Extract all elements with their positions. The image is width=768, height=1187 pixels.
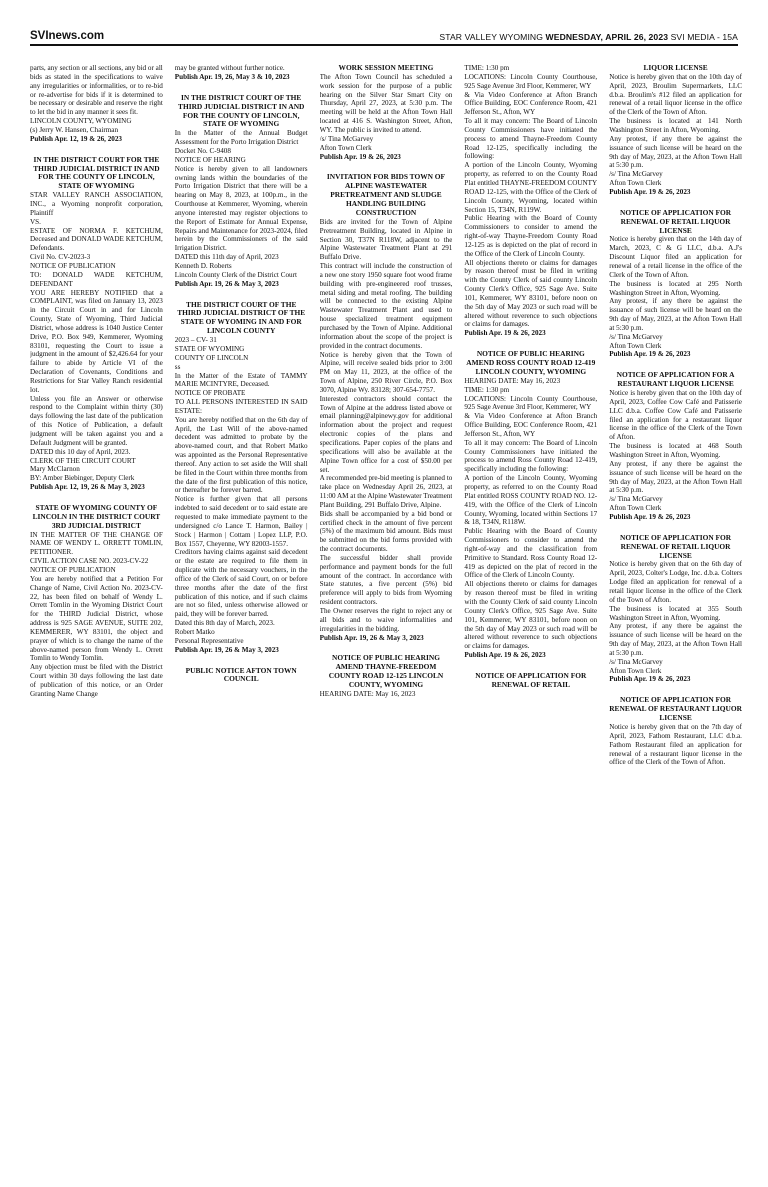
legal-notices-columns bbox=[30, 64, 742, 1174]
notice-heading: NOTICE OF PUBLIC HEARING AMEND ROSS COUNTY ROAD 12-419 LINCOLN COUNTY, WYOMING bbox=[466, 349, 596, 376]
notice-text: Notice is hereby given that on the 14th day of March, 2023, C & G LLC, d.b.a. A.J's Discount Liquor filed an application for renewal of a retail license in the office of the Clerk of the Town of Afton. bbox=[609, 235, 742, 279]
notice-text: Interested contractors should contact the Town of Alpine at the address listed above or email planning@alpinewy.gov for additional information about the project and request electronic copies of the plans and specifications. Paper copies of the plans and specifications will also be available at the Alpine Town office for a cost of $50.00 per set. bbox=[319, 394, 453, 474]
notice-heading: PUBLIC NOTICE AFTON TOWN COUNCIL bbox=[185, 665, 297, 684]
notice-text: NOTICE OF PUBLICATION bbox=[30, 566, 116, 574]
notice-text: Afton Town Clerk bbox=[609, 666, 662, 675]
notice-text: Public Hearing with the Board of County Commissioners to consider to amend the right-of-way Thayne-Freedom County Road 12-125 as is depicted on the plat of record in the Office of the Clerk of Lincoln County. bbox=[464, 214, 598, 258]
notice-text: The business is located at 295 North Washington Street in Afton, Wyoming. bbox=[609, 279, 742, 297]
notice-text: HEARING DATE: May 16, 2023 bbox=[464, 376, 561, 385]
notice-text: Notice is hereby given to all landowners owning lands within the boundaries of the Porto Irrigation District that there will be a hearing on May 8, 2023, at 100p.m., in the Courthouse at Kemmerer, Wyoming, wherein anyone interested may register objections to the Report of Estimate for Annual Expense, Repairs and Maintenance for 2023-2024, filed herein by the Commissioners of the said Irrigation District. bbox=[174, 164, 308, 253]
publish-dates: Publish Apr. 19, 26 & May 3, 2023 bbox=[174, 645, 279, 654]
notice-text: Bids are invited for the Town of Alpine Pretreatment Building, located in Alpine in Section 30, T37N R118W, adjacent to the Alpine Wastewater Treatment Plant at 291 Buffalo Drive. bbox=[319, 217, 453, 262]
notice-text: Afton Town Clerk bbox=[609, 504, 662, 513]
notice-heading: THE DISTRICT COURT OF THE THIRD JUDICIAL DISTRICT OF THE STATE OF WYOMING IN AND FOR LINCOLN COUNTY bbox=[177, 299, 306, 336]
notice-text: The business is located at 141 North Washington Street in Afton, Wyoming. bbox=[609, 117, 742, 134]
notice-text: In the Matter of the Annual Budget Assessment for the Porto Irrigation District bbox=[174, 129, 308, 147]
notice-text: Notice is hereby given that on the 7th day of April, 2023, Fathom Restaurant, LLC d.b.a. Fathom Restaurant filed an application for renewal of a restaurant liquor license in the office of the Clerk of the Town of Afton. bbox=[609, 722, 742, 767]
notice-heading: WORK SESSION MEETING bbox=[338, 64, 434, 72]
notice-text: may be granted without further notice. bbox=[174, 64, 285, 72]
notice-text: LOCATIONS: Lincoln County Courthouse, 925 Sage Avenue 3rd Floor, Kemmerer, WY bbox=[464, 394, 598, 412]
notice-text: The business is located at 468 South Washington Street in Afton, Wyoming. bbox=[609, 442, 742, 459]
notice-text: Robert Matko bbox=[174, 627, 215, 636]
notice-text: Afton Town Clerk bbox=[319, 143, 372, 152]
notice-heading: IN THE DISTRICT COURT OF THE THIRD JUDICIAL DISTRICT IN AND FOR THE COUNTY OF LINCOLN, STATE OF WYOMING bbox=[178, 92, 305, 129]
notice-text: TIME: 1:30 pm bbox=[464, 385, 510, 394]
notice-text: To all it may concern: The Board of Lincoln County Commissioners have initiated the process to amend Ross County Road 12-419, specifically including the following: bbox=[464, 438, 598, 474]
notice-heading: NOTICE OF APPLICATION FOR RENEWAL OF RETAIL LIQUOR LICENSE bbox=[620, 207, 732, 235]
notice-heading: NOTICE OF APPLICATION FOR RENEWAL OF RETAIL LIQUOR LICENSE bbox=[620, 532, 732, 560]
column-2 bbox=[175, 64, 308, 1174]
notice-text: /s/ Tina McGarvey bbox=[609, 657, 663, 666]
notice-text: Notice is hereby given that on the 6th day of April, 2023, Colter's Lodge, Inc. d.b.a. Colters Lodge filed an application for renewal of a retail liquor license in the office of the Clerk of the Town of Afton. bbox=[609, 560, 742, 604]
notice-heading: STATE OF WYOMING COUNTY OF LINCOLN IN THE DISTRICT COURT 3RD JUDICIAL DISTRICT bbox=[32, 502, 161, 530]
notice-text: A portion of the Lincoln County, Wyoming property, as referred to on the County Road Plat entitled ROSS COUNTY ROAD NO. 12-419, with the Office of the Clerk of Lincoln County, Wyoming, located within Sections 17 & 18, T34N, R118W. bbox=[464, 474, 598, 527]
publish-dates: Publish Apr. 19 & 26, 2023 bbox=[609, 675, 691, 684]
publish-dates: Publish Apr. 19, 26, May 3 & 10, 2023 bbox=[174, 72, 290, 81]
notice-text: Afton Town Clerk bbox=[609, 341, 662, 350]
notice-text: /s/ Tina McGarvey bbox=[609, 332, 663, 341]
notice-text: DATED this 11th day of April, 2023 bbox=[174, 253, 279, 262]
notice-text: Kenneth D. Roberts bbox=[174, 261, 232, 270]
publish-dates: Publish Apr. 19 & 26, 2023 bbox=[609, 350, 691, 359]
notice-text: Civil No. CV-2023-3 bbox=[30, 253, 91, 262]
notice-text: NOTICE OF HEARING bbox=[174, 155, 246, 164]
notice-text: 2023 – CV- 31 bbox=[174, 336, 217, 345]
notice-text: Any protest, if any there be against the issuance of such license will be heard on the 9th day of May, 2023, at the Afton Town Hall at 5:30 p.m. bbox=[609, 459, 742, 495]
notice-text: BY: Amber Biebinger, Deputy Clerk bbox=[30, 474, 135, 483]
notice-separator bbox=[175, 655, 308, 667]
notice-heading: NOTICE OF APPLICATION FOR RENEWAL OF RESTAURANT LIQUOR LICENSE bbox=[609, 695, 742, 723]
notice-text: /s/ Tina McGarvey bbox=[319, 134, 374, 143]
column-4 bbox=[464, 64, 597, 1174]
notice-text: Personal Representative bbox=[174, 636, 244, 645]
page-folio bbox=[439, 32, 738, 42]
notice-text: /s/ Tina McGarvey bbox=[609, 170, 663, 179]
notice-text: Notice is hereby given that on the 10th day of April, 2023, Coffee Cow Café and Patisserie LLC d.b.a. Coffee Cow Café and Patisserie filed an application for a restaurant liquor license in the office of the Clerk of the Town of Afton. bbox=[609, 389, 742, 442]
notice-text: Any protest, if any there be against the issuance of such license will be heard on the 9th day of May, 2023, at the Afton Town Hall at 5:30 p.m. bbox=[609, 297, 742, 332]
column-1 bbox=[30, 64, 163, 1174]
notice-text: Bids shall be accompanied by a bid bond or certified check in the amount of five percent (5%) of the maximum bid amount. Bids must be submitted on the bid forms provided with the contract documents. bbox=[319, 509, 453, 554]
notice-text: You are hereby notified that a Petition For Change of Name, Civil Action No. 2023-CV-22, has been filed on behalf of Wendy L. Orrett Tomlin in the Wyoming District Court for the THIRD Judicial District, whose address is 925 SAGE AVENUE, SUITE 202, KEMMERER, WY 83101, the object and prayer of which is to change the name of the above-named person from Wendy L. Orrett Tomlin to Wendy Tomlin. bbox=[30, 574, 163, 663]
notice-text: TO: DONALD WADE KETCHUM, DEFENDANT bbox=[30, 270, 163, 288]
notice-text: LOCATIONS: Lincoln County Courthouse, 925 Sage Avenue 3rd Floor, Kemmerer, WY bbox=[464, 72, 598, 90]
notice-separator bbox=[609, 522, 742, 534]
notice-heading: NOTICE OF PUBLIC HEARING AMEND THAYNE-FREEDOM COUNTY ROAD 12-125 LINCOLN COUNTY, WYOMING bbox=[328, 653, 444, 690]
notice-text: (s) Jerry W. Hansen, Chairman bbox=[30, 125, 119, 134]
notice-text: Mary McClarnon bbox=[30, 465, 80, 474]
notice-text: Unless you file an Answer or otherwise respond to the Complaint within thirty (30) days following the last date of the publication of this Notice of Publication, a default judgment will be taken against you and a Default Judgment will be granted. bbox=[30, 394, 163, 447]
notice-text: A portion of the Lincoln County, Wyoming property, as referred to on the County Road Plat entitled THAYNE-FREEDOM COUNTY ROAD 12-125, with the Office of the Clerk of Lincoln County, Wyoming, located within Section 15, T34N, R119W. bbox=[464, 161, 598, 214]
notice-text: All objections thereto or claims for damages by reason thereof must be filed in writing with the County Clerk of said county Lincoln County Clerk's Office, 925 Sage Ave. Suite 101, Kemmerer, WY 83101, before noon on the 5th day of May 2023 or such road will be altered without reverence to such objections or claims for damages. bbox=[464, 258, 598, 329]
notice-text: CIVIL ACTION CASE NO. 2023-CV-22 bbox=[30, 557, 149, 566]
notice-text: TIME: 1:30 pm bbox=[464, 64, 510, 72]
notice-text: /s/ Tina McGarvey bbox=[609, 495, 663, 504]
notice-text: & Via Video Conference at Afton Branch Office Building, EOC Conference Room, 421 Jefferson St., Afton, WY bbox=[464, 90, 598, 117]
publish-dates: Publish Apr. 19, 26 & May 3, 2023 bbox=[174, 279, 279, 288]
notice-text: Notice is further given that all persons indebted to said decedent or to said estate are requested to make immediate payment to the undersigned c/o Lance T. Harmon, Bailey | Stock | Harmon | Cottam | Lopez LLP, P.O. Box 1557, Cheyenne, WY 82003-1557. bbox=[174, 495, 308, 548]
notice-separator bbox=[175, 82, 308, 94]
notice-text: NOTICE OF PUBLICATION bbox=[30, 261, 116, 270]
notice-text: COUNTY OF LINCOLN bbox=[174, 353, 249, 362]
notice-text: parts, any section or all sections, any bid or all bids as stated in the specifications to waive any irregularities or informalities, or to re-bid or re-advertise for bids if it is determined to be necessary or desirable and reserve the right to let the bid in any manner it sees fit. bbox=[30, 64, 163, 117]
publish-dates: Publish Apr. 19 & 26, 2023 bbox=[464, 651, 546, 660]
notice-separator bbox=[175, 289, 308, 301]
notice-text: YOU ARE HEREBY NOTIFIED that a COMPLAINT, was filed on January 13, 2023 in the Circuit Court in and for Lincoln County, State of Wyoming, Third Judicial District, whose address is 1040 Justice Center Drive, P.O. Box 949, Kemmerer, Wyoming 83101, requesting the Court to issue a judgment in the amount of $2,426.64 for your failure to abide by Article VI of the Declaration of Covenants, Conditions and Restrictions for Star Valley Ranch residential lot. bbox=[30, 288, 163, 394]
notice-text: STAR VALLEY RANCH ASSOCIATION, INC., a Wyoming nonprofit corporation, Plaintiff bbox=[30, 191, 163, 217]
notice-text: ESTATE OF NORMA F. KETCHUM, Deceased and DONALD WADE KETCHUM, Defendants. bbox=[30, 226, 163, 253]
notice-separator bbox=[609, 197, 742, 209]
notice-heading: LIQUOR LICENSE bbox=[643, 64, 708, 72]
notice-text: Notice is hereby given that the Town of Alpine, will receive sealed bids prior to 3:00 PM on May 11, 2023, at the office of the Town of Alpine, 250 River Circle, P.O. Box 3070, Alpine Wy. 83128; 307-654-7757. bbox=[319, 350, 453, 394]
notice-text: Any protest, if any there be against the issuance of such license will be heard on the 9th day of May, 2023, at the Afton Town Hall at 5:30 p.m. bbox=[609, 622, 742, 657]
notice-text: You are hereby notified that on the 6th day of April, the Last Will of the above-named decedent was admitted to probate by the above-named court, and that Robert Matko was appointed as the Personal Representative thereof. Any action to set aside the Will shall be filed in the Court within three months from the date of the first publication of this notice, or thereafter be forever barred. bbox=[174, 415, 308, 495]
folio-page: SVI MEDIA - 15A bbox=[670, 32, 738, 42]
notice-text: ss bbox=[174, 362, 181, 371]
notice-text: TO ALL PERSONS INTERESTED IN SAID ESTATE: bbox=[174, 398, 308, 415]
publish-dates: Publish Apr. 19 & 26, 2023 bbox=[464, 329, 546, 338]
notice-text: Dated this 8th day of March, 2023. bbox=[174, 619, 275, 628]
publish-dates: Publish Apr. 19 & 26, 2023 bbox=[319, 152, 401, 161]
notice-text: A recommended pre-bid meeting is planned to take place on Wednesday April 26, 2023, at 11:00 AM at the Alpine Wastewater Treatment Plant Building, 291 Buffalo Drive, Alpine. bbox=[319, 474, 453, 509]
notice-text: Lincoln County Clerk of the District Court bbox=[174, 270, 297, 279]
notice-heading: INVITATION FOR BIDS TOWN OF ALPINE WASTEWATER PRETREATMENT AND SLUDGE HANDLING BUILDING CONSTRUCTION bbox=[326, 172, 446, 217]
notice-text: Notice is hereby given that on the 10th day of April, 2023, Broulim Supermarkets, LLC d.b.a. Broulim's #12 filed an application for renewal of a retail liquor license in the office of the Clerk of the Town of Afton. bbox=[609, 72, 742, 117]
notice-text: IN THE MATTER OF THE CHANGE OF NAME OF WENDY L. ORRETT TOMLIN, PETITIONER. bbox=[30, 530, 163, 557]
folio-location: STAR VALLEY WYOMING bbox=[439, 32, 544, 42]
notice-text: LINCOLN COUNTY, WYOMING bbox=[30, 117, 132, 126]
notice-text: Any protest, if any there be against the issuance of such license will be heard on the 9th day of May, 2023, at the Afton Town Hall at 5:30 p.m. bbox=[609, 134, 742, 170]
notice-text: Creditors having claims against said decedent or the estate are required to file them in duplicate with the necessary vouchers, in the office of the Clerk of said Court, on or before three months after the date of the first publication of this notice, and if such claims are not so filed, unless otherwise allowed or paid, they will be forever barred. bbox=[174, 548, 308, 619]
notice-text: NOTICE OF PROBATE bbox=[174, 389, 246, 398]
notice-text: All objections thereto or claims for damages by reason thereof must be filed in writing with the County Clerk of said county Lincoln County Clerk's Office, 925 Sage Ave. Suite 101, Kemmerer, WY 83101, before noon on the 5th day of May 2023 or such road will be altered without reverence to such objections or claims for damages. bbox=[464, 580, 598, 651]
notice-heading: IN THE DISTRICT COURT FOR THE THIRD JUDICIAL DISTRICT IN AND FOR THE COUNTY OF LINCOLN, STATE OF WYOMING bbox=[33, 154, 160, 191]
notice-heading: NOTICE OF APPLICATION FOR A RESTAURANT LIQUOR LICENSE bbox=[616, 370, 735, 389]
notice-text: This contract will include the construction of a new one story 1950 square foot wood frame building with pre-engineered roof trusses, metal siding and metal roofing. The building will be connected to the existing Alpine Wastewater Treatment Plant and used to house specialized treatment equipment purchased by the Town of Alpine. Additional information about the scope of the project is provided in the contract documents. bbox=[319, 262, 453, 350]
publish-dates: Publish Apr. 19 & 26, 2023 bbox=[609, 187, 691, 196]
notice-text: CLERK OF THE CIRCUIT COURT bbox=[30, 456, 136, 465]
notice-text: Docket No. C-9408 bbox=[174, 147, 231, 155]
publish-dates: Publish Apr. 12, 19, 26 & May 3, 2023 bbox=[30, 483, 145, 492]
notice-text: Afton Town Clerk bbox=[609, 179, 662, 188]
notice-text: & Via Video Conference at Afton Branch Office Building, EOC Conference Room, 421 Jefferson St., Afton, WY bbox=[464, 412, 598, 438]
column-5 bbox=[609, 64, 742, 1174]
notice-text: The business is located at 355 South Washington Street in Afton, Wyoming. bbox=[609, 604, 742, 622]
site-name: SVInews.com bbox=[30, 30, 105, 42]
publish-dates: Publish Apr. 19, 26 & May 3, 2023 bbox=[319, 633, 424, 642]
notice-text: VS. bbox=[30, 217, 41, 226]
page-masthead bbox=[30, 26, 738, 46]
notice-text: HEARING DATE: May 16, 2023 bbox=[319, 690, 416, 698]
notice-text: STATE OF WYOMING bbox=[174, 344, 245, 353]
notice-text: The successful bidder shall provide performance and payment bonds for the full amount of the contract. In accordance with State statutes, a five percent (5%) bid preference will apply to bids from Wyoming resident contractors. bbox=[319, 553, 453, 607]
notice-text: To all it may concern: The Board of Lincoln County Commissioners have initiated the process to amend Thayne-Freedom County Road 12-125, specifically including the following: bbox=[464, 117, 598, 161]
folio-date: WEDNESDAY, APRIL 26, 2023 bbox=[545, 32, 669, 42]
publish-dates: Publish Apr. 19 & 26, 2023 bbox=[609, 512, 691, 521]
publish-dates: Publish Apr. 12, 19 & 26, 2023 bbox=[30, 134, 122, 143]
notice-text: The Afton Town Council has scheduled a work session for the purpose of a public hearing on the Silver Star Smart City on Thursday, April 27, 2023, at 5:30 p.m. The meeting will be held at the Afton Town Hall located at 416 S. Washington Street, Afton, WY. The public is invited to attend. bbox=[319, 72, 453, 134]
notice-heading: NOTICE OF APPLICATION FOR RENEWAL OF RETAIL bbox=[475, 670, 587, 689]
notice-text: DATED this 10 day of April, 2023. bbox=[30, 447, 131, 456]
notice-text: Any objection must be filed with the District Court within 30 days following the last date of publication of this notice, or an Order Granting Name Change bbox=[30, 663, 163, 698]
notice-text: The Owner reserves the right to reject any or all bids and to waive informalities and irregularities in the bidding. bbox=[319, 607, 453, 633]
notice-text: In the Matter of the Estate of TAMMY MARIE MCINTYRE, Deceased. bbox=[174, 371, 308, 389]
notice-text: Public Hearing with the Board of County Commissioners to consider to amend the right-of-way and the classification from Primitive to Standard. Ross County Road 12-419 as depicted on the plat of record in the Office of the Clerk of Lincoln County. bbox=[464, 527, 598, 580]
notice-separator bbox=[30, 144, 163, 156]
column-3 bbox=[320, 64, 453, 1174]
